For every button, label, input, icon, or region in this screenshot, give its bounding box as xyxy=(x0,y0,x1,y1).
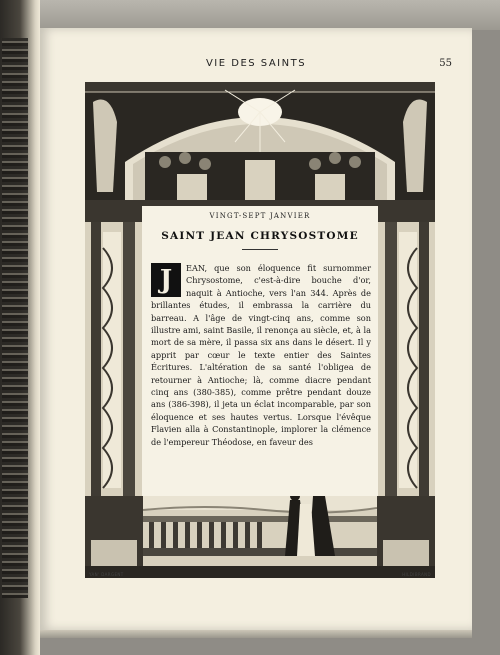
body-paragraph: EAN, que son éloquence fit surnommer Chrysostome, c'est-à-dire bouche d'or, naquit à Antioche, vers l'an 344. Après de brillantes études, il embrassa la carrière du barreau. A l'âge de vingt-cinq ans, comme son illustre ami, saint Basile, il renonça au siècle, et, à la mort de sa mère, il passa six ans dans le désert. Il y apprit par cœur le texte entier des Saintes Écritures. L'altération de sa santé l'obligea de retourner à Antioche; là, comme diacre pendant cinq ans (380-385), comme prêtre pendant douze ans (386-398), il jeta un éclat incomparable, par son éloquence et ses hautes vertus. Lorsque l'évêque Flavien alla à Constantinople, implorer la clémence de l'empereur Théodose, en faveur des xyxy=(151,263,371,447)
left-facing-page xyxy=(0,0,40,655)
engraver-credit-left: YAN' DARGENT xyxy=(89,572,124,577)
page-number: 55 xyxy=(439,58,452,69)
engraved-frame xyxy=(85,82,435,578)
background-top xyxy=(0,0,500,30)
body-text xyxy=(151,262,371,448)
running-head: VIE DES SAINTS xyxy=(205,58,307,69)
balustrade-scene xyxy=(85,496,435,578)
drop-cap: J xyxy=(151,263,181,297)
book-page xyxy=(40,28,472,630)
right-pillar xyxy=(377,208,435,498)
text-panel xyxy=(142,206,378,502)
left-page-engraving xyxy=(2,38,28,598)
arch-illustration xyxy=(85,82,435,210)
engraver-credit-right: HILDIBRAND xyxy=(402,572,431,577)
feast-date: VINGT-SEPT JANVIER xyxy=(209,212,311,220)
left-pillar xyxy=(85,208,143,498)
title-rule xyxy=(242,249,278,250)
saint-title: SAINT JEAN CHRYSOSTOME xyxy=(161,230,359,242)
